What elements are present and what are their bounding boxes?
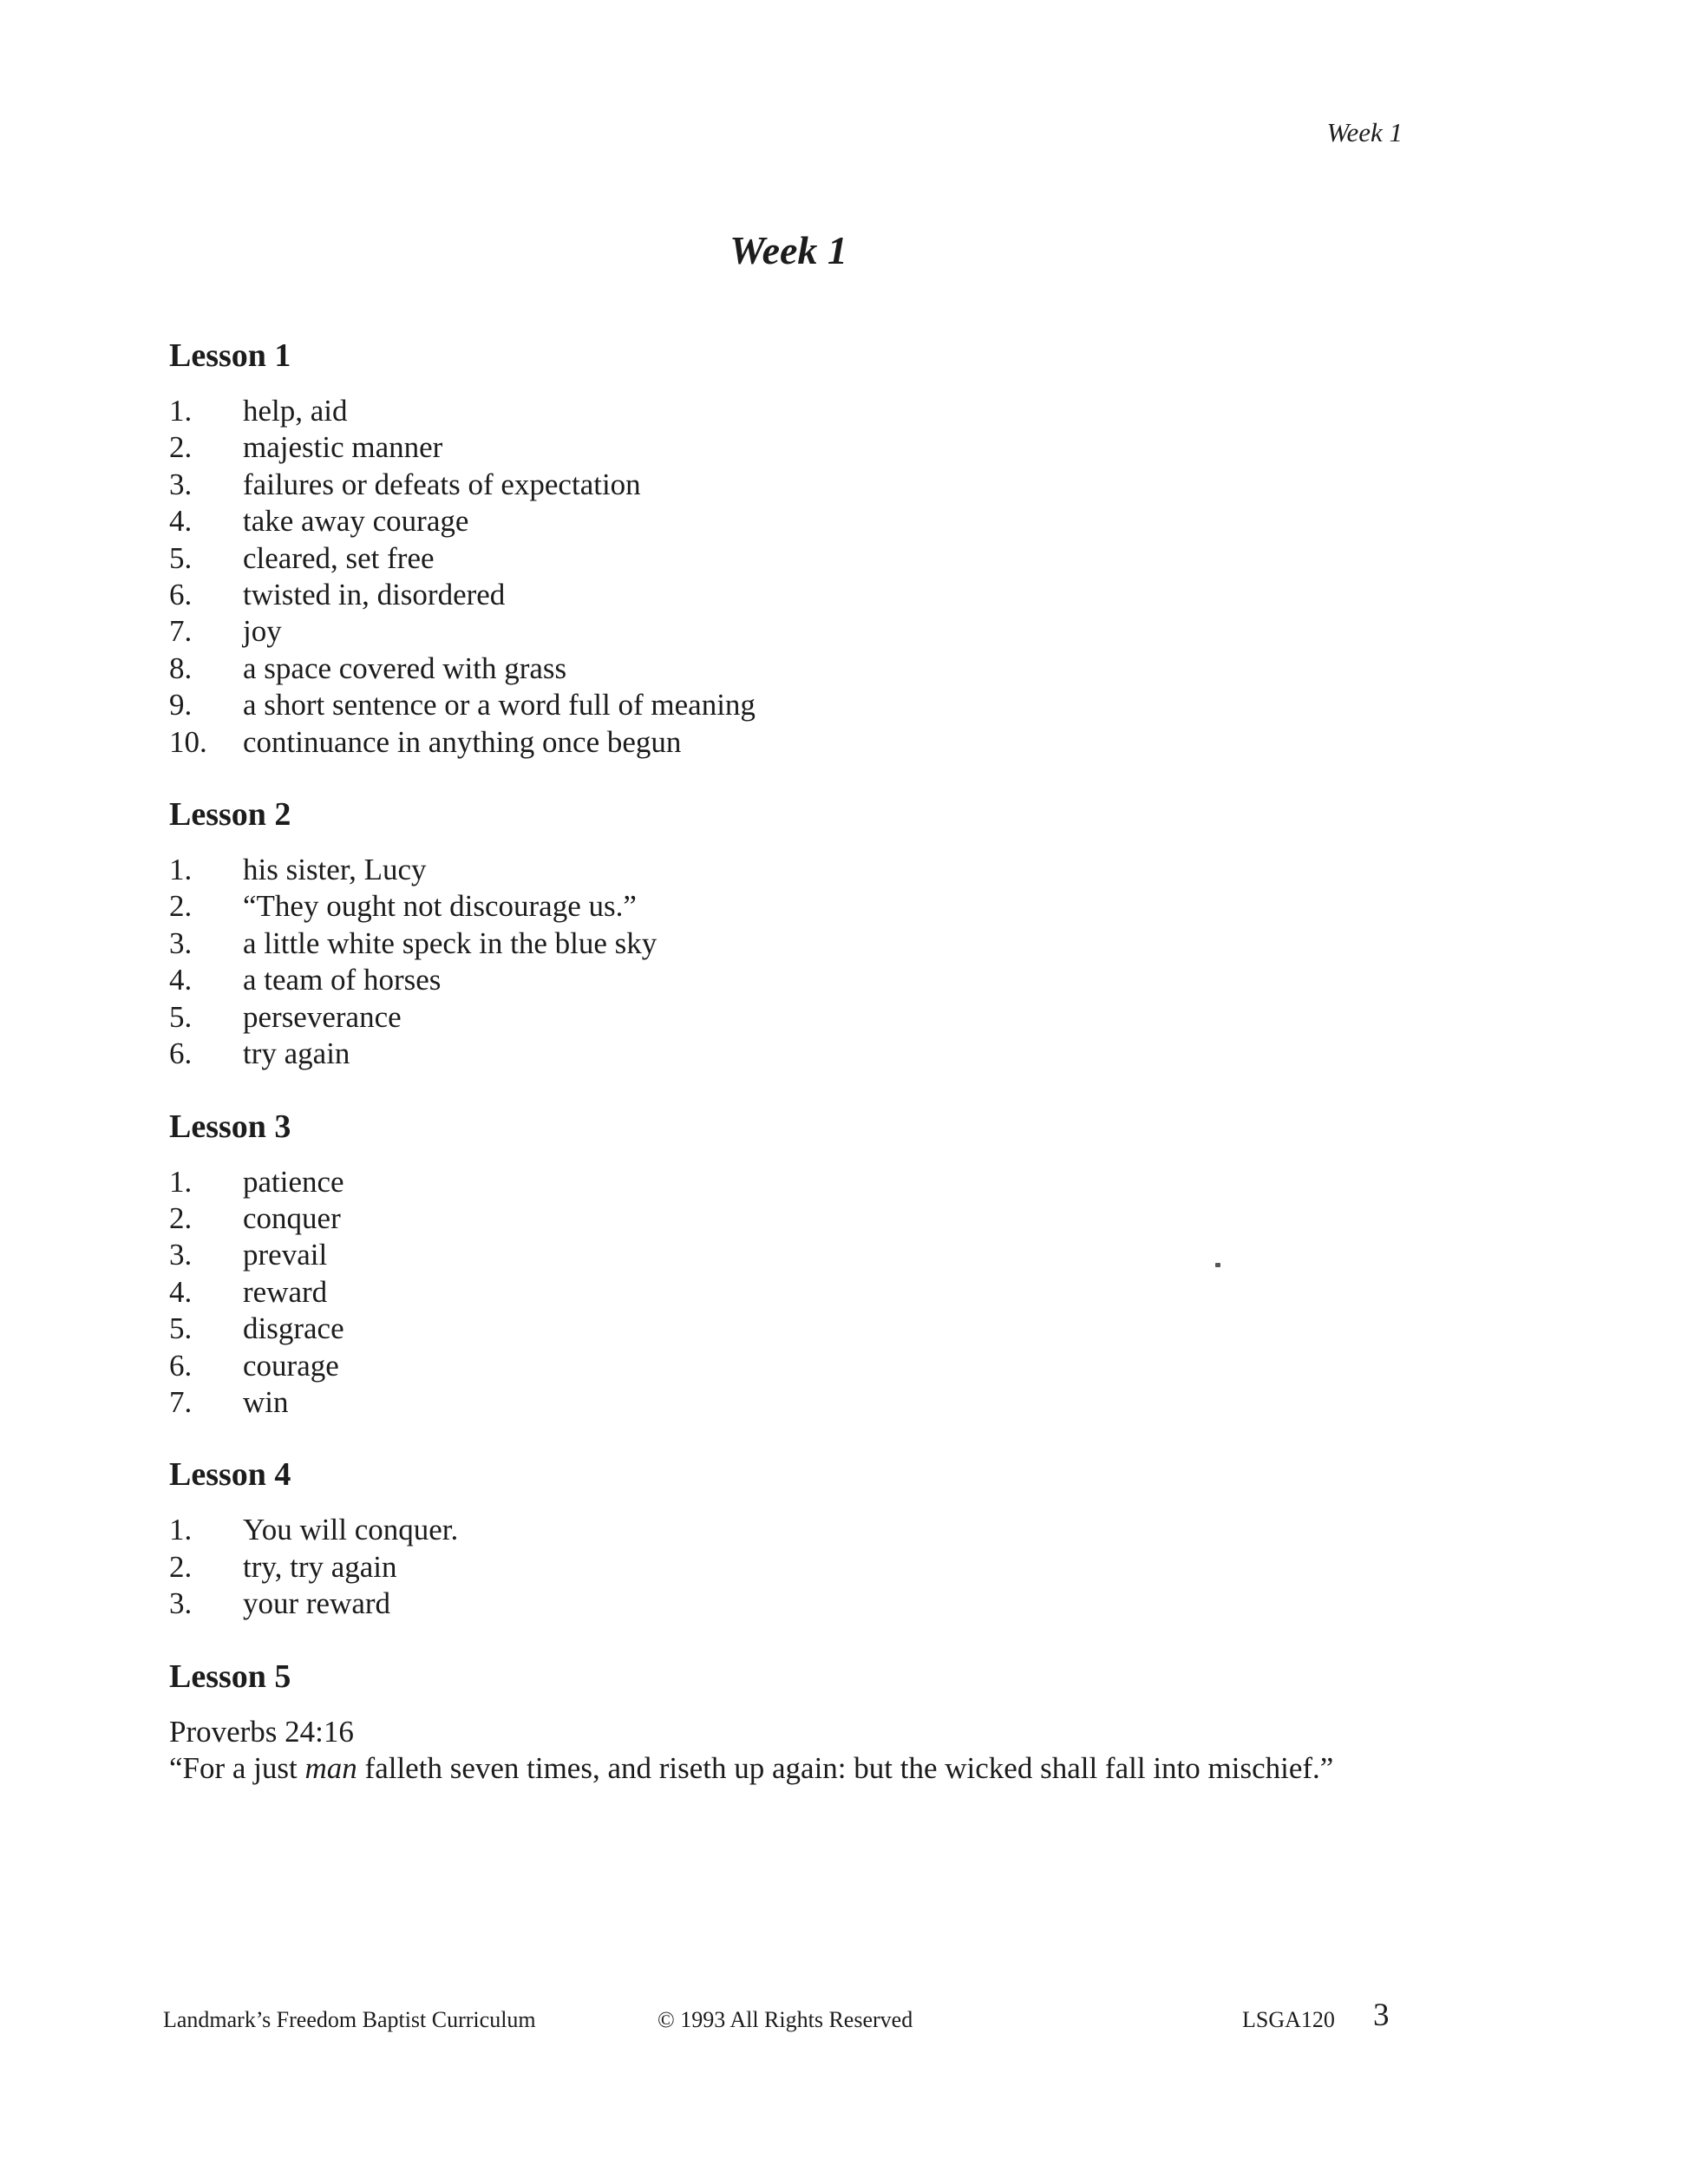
item-text: joy: [243, 614, 282, 649]
item-number: 5.: [169, 1311, 193, 1346]
item-text: You will conquer.: [243, 1513, 459, 1547]
item-number: 9.: [169, 688, 193, 723]
scripture-quote: [169, 1750, 1592, 1787]
item-text: patience: [243, 1164, 344, 1199]
item-number: 3.: [169, 1238, 193, 1272]
item-text: failures or defeats of expectation: [243, 467, 641, 501]
answer-list: [169, 1164, 1592, 1422]
answer-item: [169, 1200, 1592, 1237]
item-number: 6.: [169, 1036, 193, 1071]
lesson-heading: Lesson 1: [169, 337, 291, 374]
answer-item: [169, 1311, 1592, 1347]
item-text: his sister, Lucy: [243, 853, 427, 887]
item-number: 7.: [169, 614, 193, 649]
answer-item: [169, 1274, 1592, 1311]
item-number: 6.: [169, 1348, 193, 1383]
footer-publisher: Landmark’s Freedom Baptist Curriculum: [163, 2007, 536, 2032]
item-number: 2.: [169, 1200, 193, 1235]
item-text: try, try again: [243, 1549, 397, 1584]
item-text: reward: [243, 1274, 328, 1309]
answer-item: [169, 925, 1592, 962]
answer-item: [169, 687, 1592, 723]
answer-item: [169, 651, 1592, 687]
lesson-heading: Lesson 3: [169, 1108, 291, 1145]
item-text: a space covered with grass: [243, 651, 567, 685]
lesson-heading: Lesson 4: [169, 1456, 291, 1494]
item-number: 4.: [169, 963, 193, 997]
item-number: 4.: [169, 504, 193, 539]
lesson-section: [169, 794, 1592, 1072]
item-text: your reward: [243, 1586, 391, 1621]
answer-item: [169, 429, 1592, 466]
item-number: 2.: [169, 1549, 193, 1584]
lesson-section: [169, 1656, 1592, 1697]
answer-item: [169, 503, 1592, 539]
answer-item: [169, 1384, 1592, 1421]
item-number: 10.: [169, 724, 207, 759]
answer-item: [169, 540, 1592, 577]
item-number: 2.: [169, 430, 193, 465]
item-number: 1.: [169, 394, 193, 428]
item-number: 2.: [169, 889, 193, 924]
lesson-heading: Lesson 2: [169, 796, 291, 834]
answer-list: [169, 1512, 1592, 1622]
answer-item: [169, 999, 1592, 1036]
item-text: cleared, set free: [243, 540, 435, 575]
answer-item: [169, 962, 1592, 998]
item-text: win: [243, 1384, 289, 1419]
footer-copyright: © 1993 All Rights Reserved: [658, 2007, 913, 2032]
item-text: disgrace: [243, 1311, 344, 1346]
item-number: 4.: [169, 1274, 193, 1309]
scripture-reference: Proverbs 24:16: [169, 1714, 354, 1749]
quote-text-italic: man: [304, 1750, 357, 1785]
lesson-section: [169, 1454, 1592, 1622]
answer-item: [169, 1164, 1592, 1200]
item-text: perseverance: [243, 999, 402, 1034]
item-number: 3.: [169, 1586, 193, 1621]
item-number: 1.: [169, 1513, 193, 1547]
item-number: 6.: [169, 578, 193, 612]
lesson-section: [169, 1106, 1592, 1422]
answer-item: [169, 1512, 1592, 1548]
lesson5-paragraph: [169, 1714, 1592, 1788]
item-text: majestic manner: [243, 430, 443, 465]
answer-item: [169, 888, 1592, 925]
quote-text-after: falleth seven times, and riseth up again: but the wicked shall fall into mischief.”: [357, 1750, 1334, 1785]
item-text: continuance in anything once begun: [243, 724, 682, 759]
answer-item: [169, 724, 1592, 761]
item-number: 3.: [169, 925, 193, 960]
item-text: a little white speck in the blue sky: [243, 925, 658, 960]
content: [169, 335, 1592, 1787]
answer-item: [169, 1348, 1592, 1384]
footer-course-code: LSGA120: [1242, 2007, 1335, 2032]
item-number: 7.: [169, 1384, 193, 1419]
answer-item: [169, 1549, 1592, 1586]
item-text: try again: [243, 1036, 350, 1071]
item-number: 5.: [169, 999, 193, 1034]
item-number: 3.: [169, 467, 193, 501]
answer-list: [169, 852, 1592, 1072]
answer-item: [169, 1237, 1592, 1273]
item-text: prevail: [243, 1238, 328, 1272]
footer-page-number: 3: [1373, 1998, 1390, 2033]
answer-item: [169, 467, 1592, 503]
page-title: Week 1: [730, 228, 847, 272]
item-number: 8.: [169, 651, 193, 685]
scan-speck-artifact: [1215, 1263, 1220, 1267]
lesson-heading: Lesson 5: [169, 1658, 291, 1695]
answer-item: [169, 613, 1592, 650]
item-text: twisted in, disordered: [243, 578, 506, 612]
item-text: courage: [243, 1348, 339, 1383]
answer-item: [169, 577, 1592, 613]
running-header: Week 1: [1326, 117, 1403, 147]
quote-text-before: “For a just: [169, 1750, 305, 1785]
item-text: help, aid: [243, 394, 348, 428]
answer-list: [169, 393, 1592, 761]
item-number: 1.: [169, 1164, 193, 1199]
answer-item: [169, 393, 1592, 429]
answer-item: [169, 1036, 1592, 1072]
item-text: a team of horses: [243, 963, 442, 997]
item-number: 1.: [169, 853, 193, 887]
lesson-section: [169, 335, 1592, 761]
item-number: 5.: [169, 540, 193, 575]
item-text: a short sentence or a word full of meaning: [243, 688, 756, 723]
answer-item: [169, 1586, 1592, 1622]
item-text: conquer: [243, 1200, 341, 1235]
item-text: “They ought not discourage us.”: [243, 889, 637, 924]
item-text: take away courage: [243, 504, 469, 539]
answer-item: [169, 852, 1592, 888]
